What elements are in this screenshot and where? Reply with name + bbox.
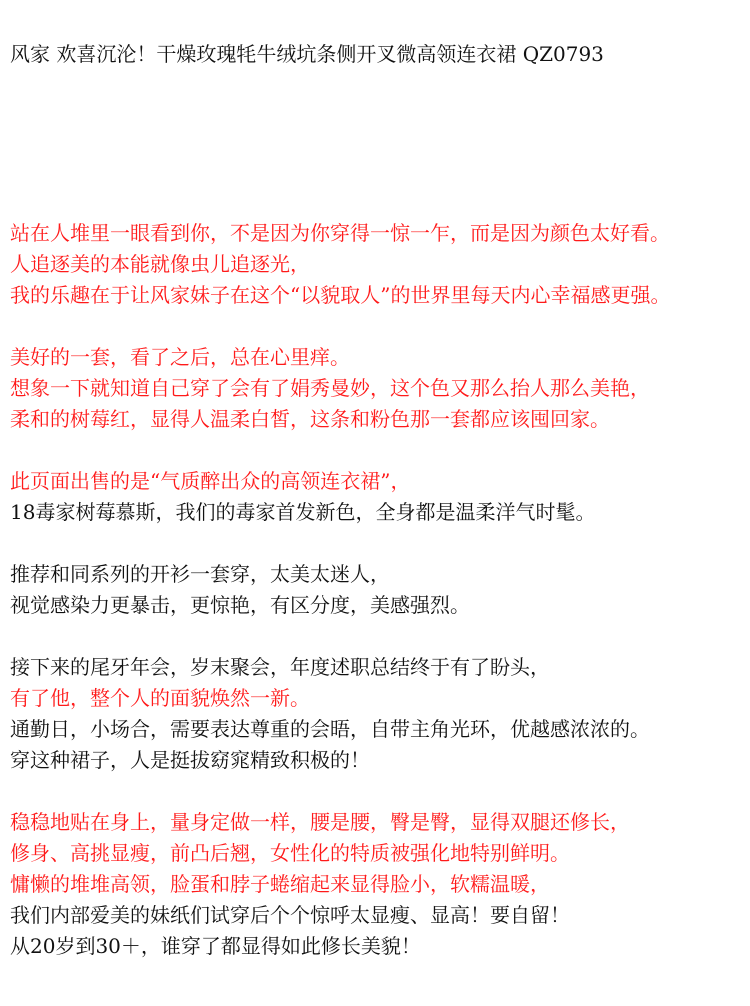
- body-text-line: 18毒家树莓慕斯，我们的毒家首发新色，全身都是温柔洋气时髦。: [10, 500, 596, 524]
- body-text-line: 视觉感染力更暴击，更惊艳，有区分度，美感强烈。: [10, 593, 470, 617]
- body-text-line: 接下来的尾牙年会，岁末聚会，年度述职总结终于有了盼头，: [10, 655, 550, 679]
- body-text-line: 从20岁到30＋，谁穿了都显得如此修长美貌！: [10, 934, 421, 958]
- highlight-text-line: 想象一下就知道自己穿了会有了娟秀曼妙，这个色又那么抬人那么美艳，: [10, 376, 650, 400]
- description-content: [10, 218, 745, 962]
- description-paragraph: [10, 652, 745, 776]
- highlight-text-line: 柔和的树莓红，显得人温柔白皙，这条和粉色那一套都应该囤回家。: [10, 407, 610, 431]
- paragraph-spacer: [10, 528, 745, 559]
- highlight-text-line: 稳稳地贴在身上，量身定做一样，腰是腰，臀是臀，显得双腿还修长，: [10, 810, 630, 834]
- highlight-text-line: 站在人堆里一眼看到你，不是因为你穿得一惊一乍，而是因为颜色太好看。: [10, 221, 670, 245]
- paragraph-spacer: [10, 435, 745, 466]
- paragraph-spacer: [10, 311, 745, 342]
- description-paragraph: [10, 342, 745, 435]
- description-paragraph: [10, 559, 745, 621]
- description-paragraph: [10, 218, 745, 311]
- highlight-text-line: 此页面出售的是“气质醉出众的高领连衣裙”，: [10, 469, 411, 493]
- highlight-text-line: 有了他，整个人的面貌焕然一新。: [10, 686, 310, 710]
- highlight-text-line: 修身、高挑显瘦，前凸后翘，女性化的特质被强化地特别鲜明。: [10, 841, 570, 865]
- description-paragraph: [10, 807, 745, 962]
- body-text-line: 穿这种裙子，人是挺拔窈窕精致积极的！: [10, 748, 370, 772]
- paragraph-spacer: [10, 776, 745, 807]
- body-text-line: 我们内部爱美的妹纸们试穿后个个惊呼太显瘦、显高！要自留！: [10, 903, 570, 927]
- paragraph-spacer: [10, 621, 745, 652]
- highlight-text-line: 美好的一套，看了之后，总在心里痒。: [10, 345, 350, 369]
- body-text-line: 推荐和同系列的开衫一套穿，太美太迷人，: [10, 562, 390, 586]
- highlight-text-line: 人追逐美的本能就像虫儿追逐光，: [10, 252, 310, 276]
- product-title: 风家 欢喜沉沦！干燥玫瑰牦牛绒坑条侧开叉微高领连衣裙 QZ0793: [10, 42, 604, 66]
- body-text-line: 通勤日，小场合，需要表达尊重的会晤，自带主角光环，优越感浓浓的。: [10, 717, 650, 741]
- description-paragraph: [10, 466, 745, 528]
- highlight-text-line: 慵懒的堆堆高领，脸蛋和脖子蜷缩起来显得脸小，软糯温暖，: [10, 872, 550, 896]
- highlight-text-line: 我的乐趣在于让风家妹子在这个“以貌取人”的世界里每天内心幸福感更强。: [10, 283, 671, 307]
